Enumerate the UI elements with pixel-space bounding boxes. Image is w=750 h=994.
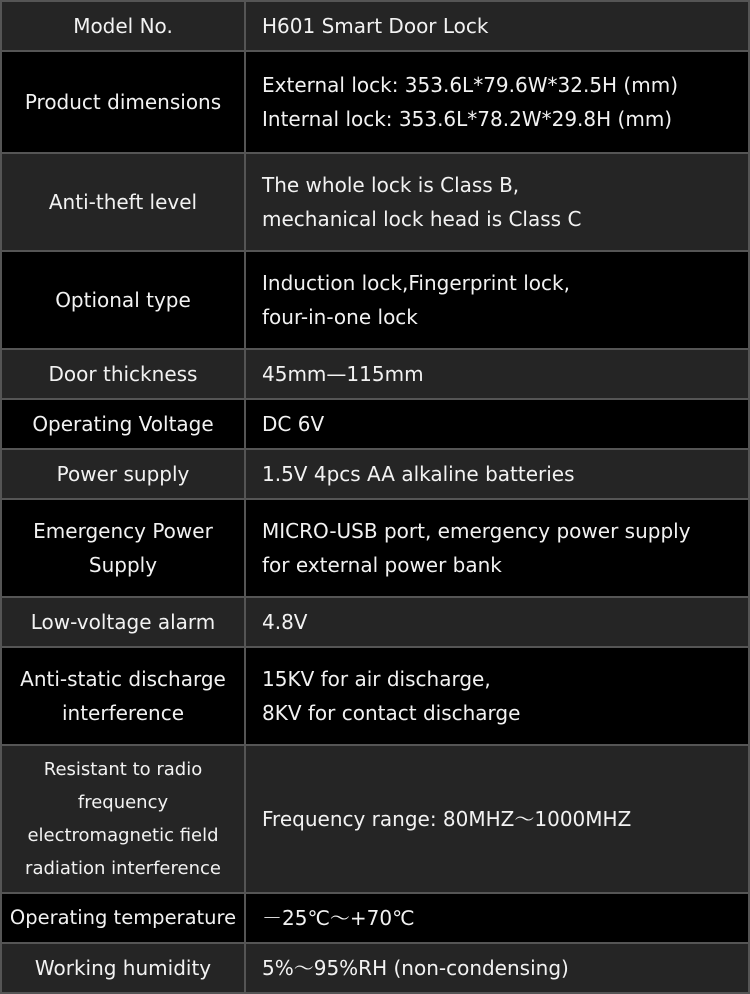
spec-label: Anti-static discharge interference — [2, 648, 246, 744]
spec-value: DC 6V — [246, 400, 748, 448]
table-row — [2, 598, 748, 648]
spec-label: Power supply — [2, 450, 246, 498]
spec-value: MICRO-USB port, emergency power supply for external power bank — [246, 500, 748, 596]
spec-value: 45mm—115mm — [246, 350, 748, 398]
spec-label: Working humidity — [2, 944, 246, 992]
spec-label: Model No. — [2, 2, 246, 50]
table-row — [2, 252, 748, 350]
table-row — [2, 500, 748, 598]
spec-label: Resistant to radio frequency electromagnetic field radiation interference — [2, 746, 246, 892]
spec-value: －25℃～+70℃ — [246, 894, 748, 942]
spec-value: H601 Smart Door Lock — [246, 2, 748, 50]
spec-value: Induction lock,Fingerprint lock, four-in-one lock — [246, 252, 748, 348]
spec-value: Frequency range: 80MHZ～1000MHZ — [246, 746, 748, 892]
spec-value: 15KV for air discharge, 8KV for contact discharge — [246, 648, 748, 744]
table-row — [2, 2, 748, 52]
spec-label: Product dimensions — [2, 52, 246, 152]
table-row — [2, 746, 748, 894]
table-row — [2, 52, 748, 154]
spec-label: Anti-theft level — [2, 154, 246, 250]
spec-label: Emergency Power Supply — [2, 500, 246, 596]
spec-label: Low-voltage alarm — [2, 598, 246, 646]
spec-label: Optional type — [2, 252, 246, 348]
table-row — [2, 154, 748, 252]
table-row — [2, 944, 748, 992]
spec-value: 4.8V — [246, 598, 748, 646]
table-row — [2, 400, 748, 450]
table-row — [2, 450, 748, 500]
spec-label: Operating Voltage — [2, 400, 246, 448]
spec-value: The whole lock is Class B, mechanical lock head is Class C — [246, 154, 748, 250]
spec-value: External lock: 353.6L*79.6W*32.5H (mm) Internal lock: 353.6L*78.2W*29.8H (mm) — [246, 52, 748, 152]
table-row — [2, 894, 748, 944]
table-row — [2, 648, 748, 746]
spec-label: Operating temperature — [2, 894, 246, 942]
spec-value: 1.5V 4pcs AA alkaline batteries — [246, 450, 748, 498]
spec-value: 5%～95%RH (non-condensing) — [246, 944, 748, 992]
table-row — [2, 350, 748, 400]
spec-label: Door thickness — [2, 350, 246, 398]
